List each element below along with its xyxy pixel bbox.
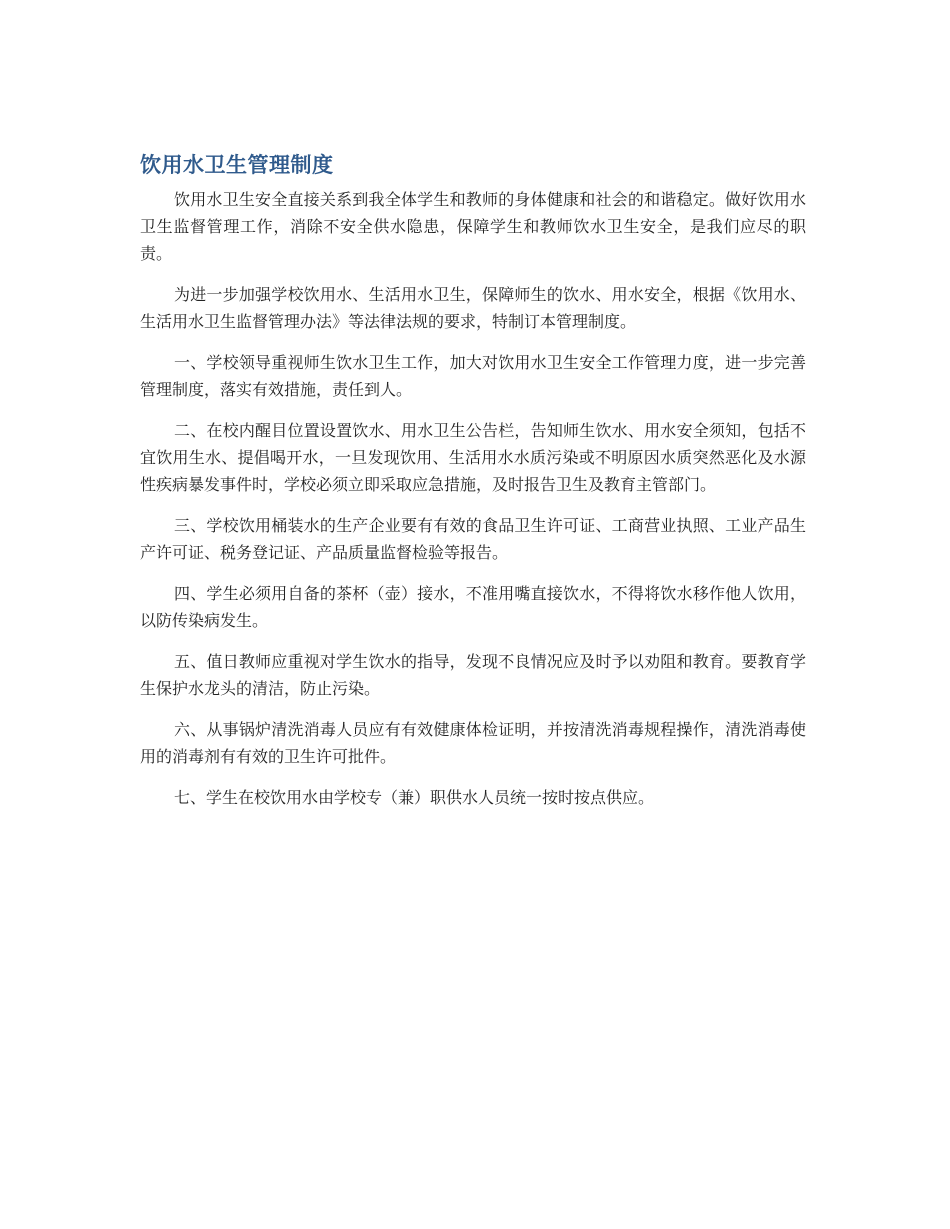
document-title: 饮用水卫生管理制度 [140,153,334,177]
paragraph-rule-7: 七、学生在校饮用水由学校专（兼）职供水人员统一按时按点供应。 [174,788,655,807]
paragraph-rule-6: 六、从事锅炉清洗消毒人员应有有效健康体检证明，并按清洗消毒规程操作，清洗消毒使用的消毒剂有有效的卫生许可批件。 [140,720,806,766]
paragraph-rule-4: 四、学生必须用自备的茶杯（壶）接水，不准用嘴直接饮水，不得将饮水移作他人饮用，以防传染病发生。 [140,584,806,630]
paragraph-rule-2: 二、在校内醒目位置设置饮水、用水卫生公告栏，告知师生饮水、用水安全须知，包括不宜饮用生水、提倡喝开水，一旦发现饮用、生活用水水质污染或不明原因水质突然恶化及水源性疾病暴发事件时，学校必须立即采取应急措施，及时报告卫生及教育主管部门。 [140,421,806,494]
paragraph-rule-1: 一、学校领导重视师生饮水卫生工作，加大对饮用水卫生安全工作管理力度，进一步完善管理制度，落实有效措施，责任到人。 [140,353,806,399]
paragraph-purpose: 为进一步加强学校饮用水、生活用水卫生，保障师生的饮水、用水安全，根据《饮用水、生活用水卫生监督管理办法》等法律法规的要求，特制订本管理制度。 [140,285,806,331]
paragraph-intro: 饮用水卫生安全直接关系到我全体学生和教师的身体健康和社会的和谐稳定。做好饮用水卫生监督管理工作，消除不安全供水隐患，保障学生和教师饮水卫生安全，是我们应尽的职责。 [140,190,806,263]
paragraph-rule-5: 五、值日教师应重视对学生饮水的指导，发现不良情况应及时予以劝阻和教育。要教育学生保护水龙头的清洁，防止污染。 [140,652,806,698]
document-page [140,148,806,825]
paragraph-rule-3: 三、学校饮用桶装水的生产企业要有有效的食品卫生许可证、工商营业执照、工业产品生产许可证、税务登记证、产品质量监督检验等报告。 [140,516,806,562]
